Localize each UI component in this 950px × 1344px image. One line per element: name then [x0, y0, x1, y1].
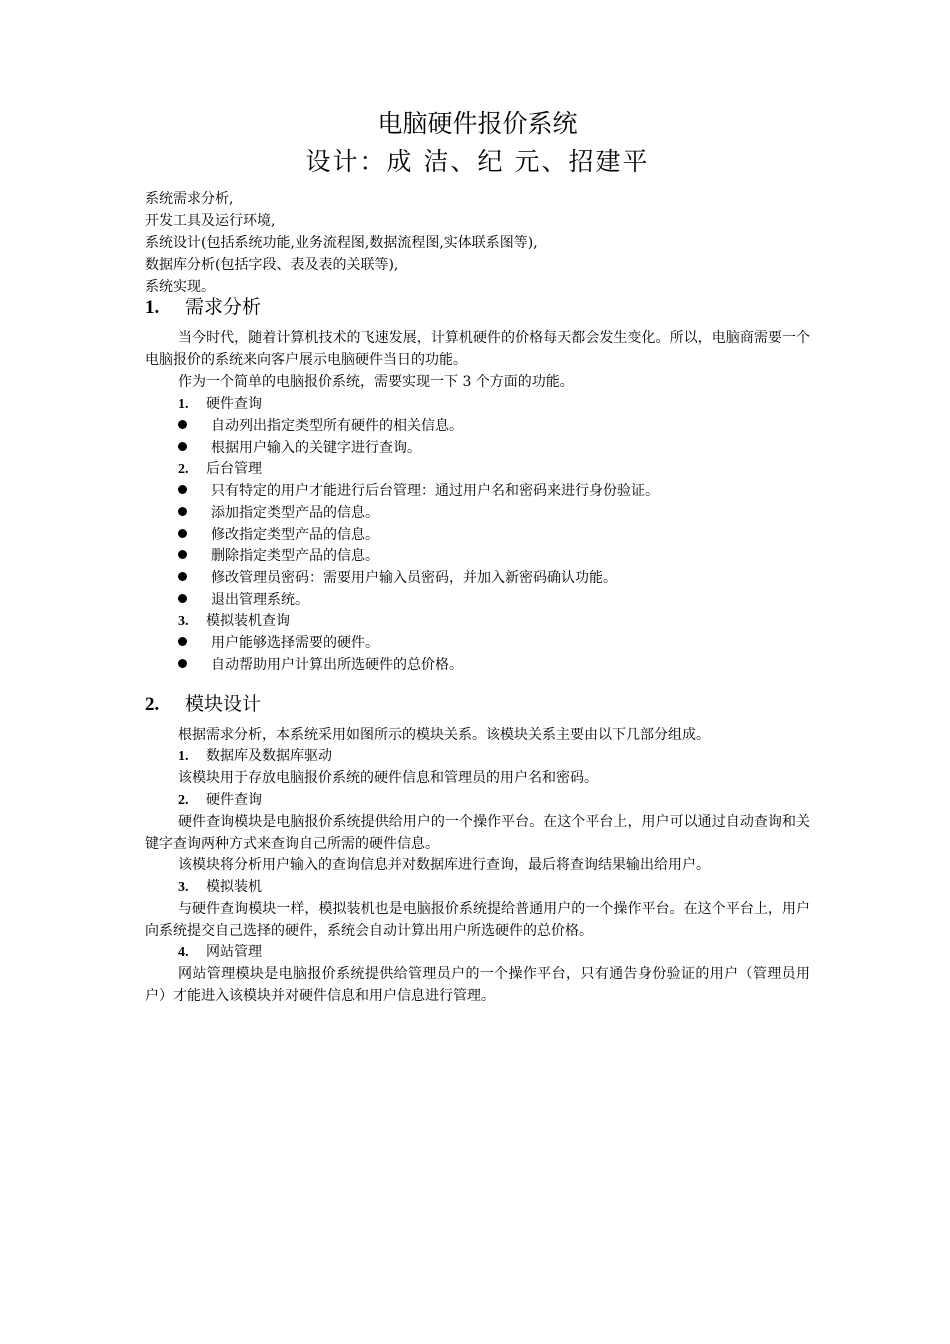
bullet-text: 用户能够选择需要的硬件。	[211, 635, 379, 651]
item-number: 2.	[178, 462, 189, 477]
item-label: 后台管理	[206, 461, 262, 477]
bullet-dot-icon	[178, 550, 187, 559]
bullet-item	[178, 480, 659, 502]
bullet-text: 自动列出指定类型所有硬件的相关信息。	[211, 418, 463, 434]
paragraph: 该模块将分析用户输入的查询信息并对数据库进行查询，最后将查询结果输出给用户。	[178, 857, 710, 873]
numbered-item	[178, 610, 290, 633]
bullet-item	[178, 545, 379, 567]
item-number: 3.	[178, 880, 189, 895]
numbered-item	[178, 393, 262, 416]
bullet-text: 修改指定类型产品的信息。	[211, 527, 379, 543]
item-label: 数据库及数据库驱动	[206, 748, 332, 764]
bullet-item	[178, 502, 379, 524]
bullet-text: 修改管理员密码：需要用户输入员密码，并加入新密码确认功能。	[211, 570, 617, 586]
item-number: 3.	[178, 614, 189, 629]
bullet-text: 自动帮助用户计算出所选硬件的总价格。	[211, 657, 463, 673]
numbered-item	[178, 941, 262, 964]
toc-line: 系统设计(包括系统功能,业务流程图,数据流程图,实体联系图等),	[145, 235, 538, 251]
numbered-item	[178, 876, 262, 899]
bullet-text: 退出管理系统。	[211, 592, 309, 608]
section-title: 需求分析	[185, 296, 262, 318]
item-number: 1.	[178, 749, 189, 764]
bullet-item	[178, 632, 379, 654]
item-number: 4.	[178, 945, 189, 960]
item-label: 模拟装机	[206, 879, 262, 895]
bullet-item	[178, 437, 421, 459]
toc-line: 数据库分析(包括字段、表及表的关联等),	[145, 257, 399, 273]
bullet-item	[178, 524, 379, 546]
bullet-item	[178, 567, 617, 589]
numbered-item	[178, 745, 332, 768]
paragraph: 该模块用于存放电脑报价系统的硬件信息和管理员的用户名和密码。	[178, 770, 598, 786]
bullet-dot-icon	[178, 442, 187, 451]
section-title: 模块设计	[185, 693, 262, 715]
item-number: 1.	[178, 397, 189, 412]
bullet-dot-icon	[178, 594, 187, 603]
paragraph: 根据需求分析，本系统采用如图所示的模块关系。该模块关系主要由以下几部分组成。	[178, 727, 710, 743]
bullet-dot-icon	[178, 659, 187, 668]
paragraph: 与硬件查询模块一样，模拟装机也是电脑报价系统提给普通用户的一个操作平台。在这个平台上，用户向系统提交自己选择的硬件，系统会自动计算出用户所选硬件的总价格。	[145, 901, 810, 939]
bullet-dot-icon	[178, 507, 187, 516]
document-title: 电脑硬件报价系统	[377, 109, 578, 138]
item-number: 2.	[178, 793, 189, 808]
section-number: 2.	[145, 694, 160, 715]
item-label: 硬件查询	[206, 792, 262, 808]
toc-line: 开发工具及运行环境,	[145, 213, 276, 229]
numbered-item	[178, 458, 262, 481]
item-label: 模拟装机查询	[206, 613, 290, 629]
item-label: 网站管理	[206, 944, 262, 960]
bullet-item	[178, 415, 463, 437]
bullet-text: 只有特定的用户才能进行后台管理：通过用户名和密码来进行身份验证。	[211, 483, 659, 499]
section-heading-requirements	[145, 294, 261, 321]
paragraph: 网站管理模块是电脑报价系统提供给管理员户的一个操作平台，只有通告身份验证的用户（管理员用户）才能进入该模块并对硬件信息和用户信息进行管理。	[145, 966, 810, 1004]
section-heading-modules	[145, 691, 261, 718]
bullet-dot-icon	[178, 485, 187, 494]
numbered-item	[178, 789, 262, 812]
paragraph: 当今时代，随着计算机技术的飞速发展，计算机硬件的价格每天都会发生变化。所以，电脑商需要一个电脑报价的系统来向客户展示电脑硬件当日的功能。	[145, 330, 810, 368]
bullet-dot-icon	[178, 637, 187, 646]
paragraph: 硬件查询模块是电脑报价系统提供给用户的一个操作平台。在这个平台上，用户可以通过自动查询和关键字查询两种方式来查询自己所需的硬件信息。	[145, 814, 810, 852]
document-authors: 设计：成 洁、纪 元、招建平	[305, 147, 650, 176]
paragraph: 作为一个简单的电脑报价系统，需要实现一下 3 个方面的功能。	[178, 374, 574, 390]
item-label: 硬件查询	[206, 396, 262, 412]
bullet-dot-icon	[178, 420, 187, 429]
bullet-item	[178, 589, 309, 611]
bullet-text: 根据用户输入的关键字进行查询。	[211, 440, 421, 456]
toc-line: 系统实现。	[145, 279, 215, 295]
bullet-dot-icon	[178, 572, 187, 581]
bullet-item	[178, 654, 463, 676]
toc-line: 系统需求分析,	[145, 191, 234, 207]
section-number: 1.	[145, 297, 160, 318]
bullet-text: 删除指定类型产品的信息。	[211, 548, 379, 564]
bullet-text: 添加指定类型产品的信息。	[211, 505, 379, 521]
bullet-dot-icon	[178, 529, 187, 538]
